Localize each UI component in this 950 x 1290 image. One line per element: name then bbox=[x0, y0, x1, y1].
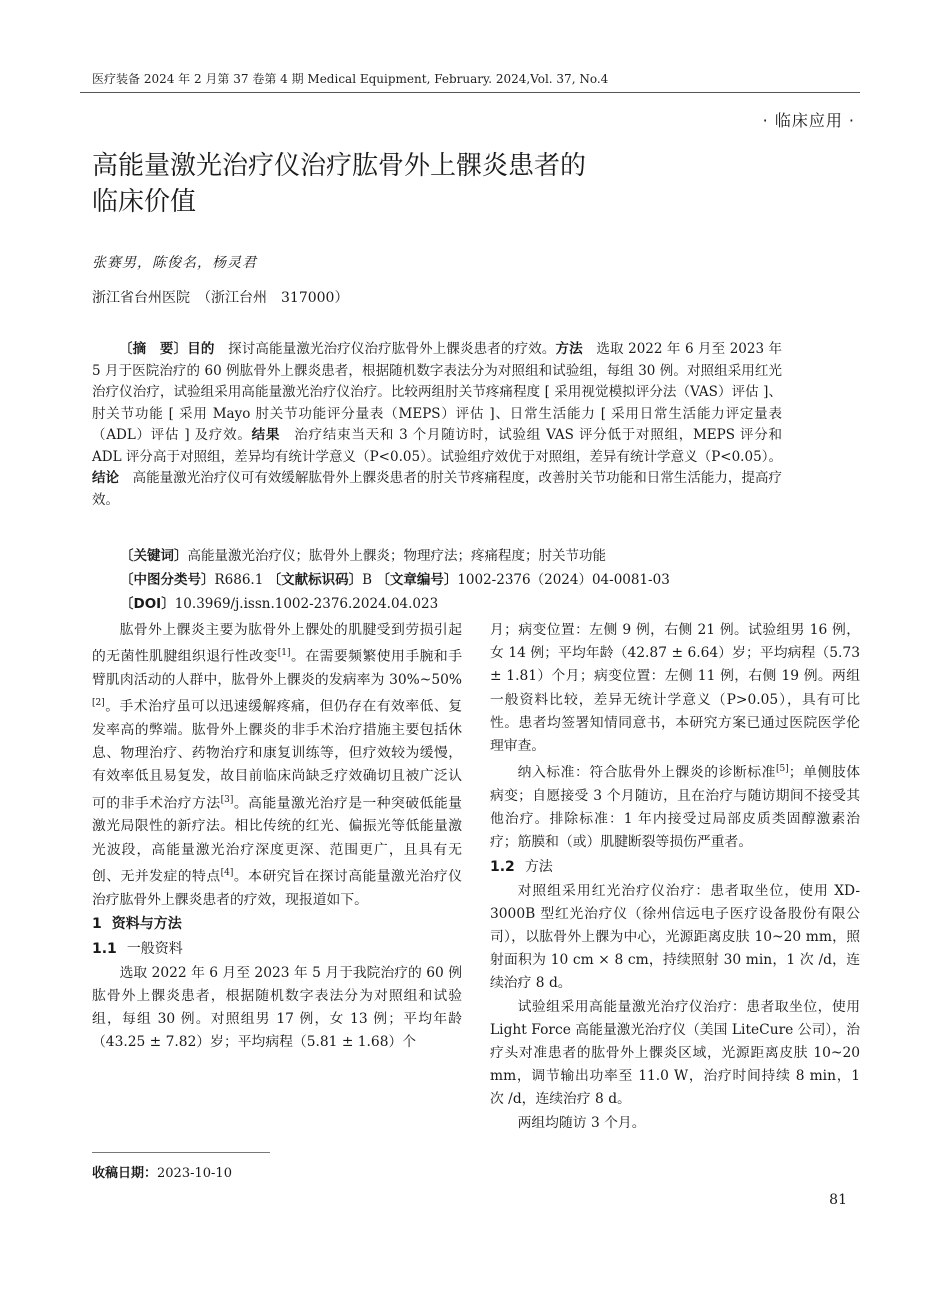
journal-header: 医疗装备 2024 年 2 月第 37 卷第 4 期 Medical Equipment, February. 2024,Vol. 37, No.4 bbox=[92, 72, 609, 86]
article-number-label: 〔文章编号〕 bbox=[376, 572, 458, 588]
clc-label: 〔中图分类号〕 bbox=[120, 572, 215, 588]
subsection-number: 1.2 bbox=[490, 858, 515, 875]
continued-paragraph: 月；病变位置：左侧 9 例，右侧 21 例。试验组男 16 例，女 14 例；平均年龄（42.87 ± 6.64）岁；平均病程（5.73 ± 1.81）个月；病变位置：左侧 11 例，右侧 19 例。两组一般资料比较，差异无统计学意义（P>0.05），具有可比性。患者均签署知情同意书，本研究方案已通过医院医学伦理审查。 bbox=[490, 622, 860, 755]
classification bbox=[120, 570, 800, 592]
received-date bbox=[92, 1162, 232, 1181]
keywords-value: 高能量激光治疗仪；肱骨外上髁炎；物理疗法；疼痛程度；肘关节功能 bbox=[187, 548, 606, 564]
abstract-conclusion: 高能量激光治疗仪可有效缓解肱骨外上髁炎患者的肘关节疼痛程度，改善肘关节功能和日常生活能力，提高疗效。 bbox=[92, 470, 783, 508]
criteria-text-1: 纳入标准：符合肱骨外上髁炎的诊断标准 bbox=[517, 764, 777, 781]
right-column bbox=[490, 619, 860, 1135]
abstract-results-label: 结果 bbox=[251, 427, 281, 443]
section-heading-1 bbox=[92, 912, 462, 937]
header-rule bbox=[80, 92, 860, 93]
subsection-heading-1-1 bbox=[92, 937, 462, 962]
section-tag: · 临床应用 · bbox=[762, 111, 855, 130]
article-number-value: 1002-2376（2024）04-0081-03 bbox=[457, 572, 670, 588]
abstract-methods-label: 方法 bbox=[555, 341, 583, 357]
received-date-label: 收稿日期： bbox=[92, 1166, 158, 1181]
trial-group-paragraph: 试验组采用高能量激光治疗仪治疗：患者取坐位，使用 Light Force 高能量激光治疗仪（美国 LiteCure 公司），治疗头对准患者的肱骨外上髁炎区域，光源距离皮肤 10~20 mm，调节输出功率至 11.0 W，治疗时间持续 8 min，1 次 /d，连续治疗 8 d。 bbox=[490, 998, 860, 1108]
intro-paragraph bbox=[92, 619, 462, 912]
abstract-label: 〔摘 要〕目的 bbox=[119, 341, 215, 357]
control-group-paragraph: 对照组采用红光治疗仪治疗：患者取坐位，使用 XD-3000B 型红光治疗仪（徐州信远电子医疗设备股份有限公司），以肱骨外上髁为中心，光源距离皮肤 10~20 mm，照射面积为 10 cm × 8 cm，持续照射 30 min，1 次 /d，连续治疗 8 d。 bbox=[490, 882, 860, 992]
title-line-2: 临床价值 bbox=[92, 187, 197, 217]
ref-5[interactable]: [5] bbox=[776, 764, 789, 775]
doi bbox=[120, 594, 800, 616]
article-title bbox=[92, 148, 792, 220]
intro-text-5: 。本研究旨在探讨高能量激光治疗仪治疗肱骨外上髁炎患者的疗效，现报道如下。 bbox=[92, 868, 463, 908]
doc-code-value: B bbox=[362, 572, 373, 588]
subsection-title: 方法 bbox=[524, 858, 553, 875]
footnote-rule bbox=[92, 1152, 270, 1153]
affiliation: 浙江省台州医院 （浙江台州 317000） bbox=[92, 290, 349, 306]
received-date-value: 2023-10-10 bbox=[157, 1166, 232, 1181]
ref-4[interactable]: [4] bbox=[220, 867, 234, 878]
intro-text-1: 肱骨外上髁炎主要为肱骨外上髁处的肌腱受到劳损引起的无菌性肌腱组织退行性改变 bbox=[92, 622, 462, 665]
abstract-paragraph bbox=[92, 339, 782, 511]
left-column bbox=[92, 619, 462, 1055]
doi-label: 〔DOI〕 bbox=[120, 596, 175, 612]
clc-value: R686.1 bbox=[214, 572, 264, 588]
authors: 张赛男，陈俊名，杨灵君 bbox=[92, 255, 257, 271]
keywords bbox=[120, 546, 800, 568]
title-line-1: 高能量激光治疗仪治疗肱骨外上髁炎患者的 bbox=[92, 151, 587, 181]
ref-3[interactable]: [3] bbox=[220, 794, 234, 805]
doc-code-label: 〔文献标识码〕 bbox=[267, 572, 363, 588]
criteria-paragraph bbox=[490, 758, 860, 854]
keywords-label: 〔关键词〕 bbox=[120, 548, 188, 564]
abstract-methods: 选取 2022 年 6 月至 2023 年 5 月于医院治疗的 60 例肱骨外上髁炎患者，根据随机数字表法分为对照组和试验组，每组 30 例。对照组采用红光治疗仪治疗，试验组采用高能量激光治疗仪治疗。比较两组肘关节疼痛程度 [ 采用视觉模拟评分法（VAS）评估 ]、肘关节功能 [ 采用 Mayo 肘关节功能评分量表（MEPS）评估 ]、日常生活能力 [ 采用日常生活能力评定量表（ADL）评估 ] 及疗效。 bbox=[92, 341, 782, 443]
abstract-results: 治疗结束当天和 3 个月随访时，试验组 VAS 评分低于对照组，MEPS 评分和 ADL 评分高于对照组，差异均有统计学意义（P<0.05）。试验组疗效优于对照组，差异有统计学意义（P<0.05）。 bbox=[92, 427, 783, 465]
subsection-number: 1.1 bbox=[92, 940, 117, 957]
page-number: 81 bbox=[829, 1192, 847, 1208]
abstract bbox=[92, 339, 782, 511]
doi-link[interactable]: 10.3969/j.issn.1002-2376.2024.04.023 bbox=[174, 596, 439, 612]
abstract-conclusion-label: 结论 bbox=[92, 470, 120, 486]
subsection-heading-1-2 bbox=[490, 855, 860, 880]
general-data-paragraph: 选取 2022 年 6 月至 2023 年 5 月于我院治疗的 60 例肱骨外上髁炎患者，根据随机数字表法分为对照组和试验组，每组 30 例。对照组男 17 例，女 13 例；平均年龄（43.25 ± 7.82）岁；平均病程（5.81 ± 1.68）个 bbox=[92, 964, 462, 1051]
intro-text-4: 。高能量激光治疗是一种突破低能量激光局限性的新疗法。相比传统的红光、偏振光等低能量激光波段，高能量激光治疗深度更深、范围更广，且具有无创、无并发症的特点 bbox=[92, 795, 463, 885]
intro-text-2: 。在需要频繁使用手腕和手臂肌肉活动的人群中，肱骨外上髁炎的发病率为 30%~50% bbox=[92, 648, 463, 688]
section-number: 1 bbox=[92, 915, 102, 932]
followup-paragraph: 两组均随访 3 个月。 bbox=[517, 1114, 646, 1131]
abstract-purpose: 探讨高能量激光治疗仪治疗肱骨外上髁炎患者的疗效。 bbox=[228, 341, 556, 357]
subsection-title: 一般资料 bbox=[126, 940, 183, 957]
intro-text-3: 。手术治疗虽可以迅速缓解疼痛，但仍存在有效率低、复发率高的弊端。肱骨外上髁炎的非手术治疗措施主要包括休息、物理治疗、药物治疗和康复训练等，但疗效较为缓慢，有效率低且易复发，故目前临床尚缺乏疗效确切且被广泛认可的非手术治疗方法 bbox=[92, 698, 462, 812]
ref-1[interactable]: [1] bbox=[277, 648, 291, 659]
criteria-text-2: ；单侧肢体病变；自愿接受 3 个月随访，且在治疗与随访期间不接受其他治疗。排除标准：1 年内接受过局部皮质类固醇激素治疗；筋膜和（或）肌腱断裂等损伤严重者。 bbox=[490, 764, 861, 851]
ref-2[interactable]: [2] bbox=[92, 698, 105, 709]
section-title: 资料与方法 bbox=[111, 915, 182, 932]
